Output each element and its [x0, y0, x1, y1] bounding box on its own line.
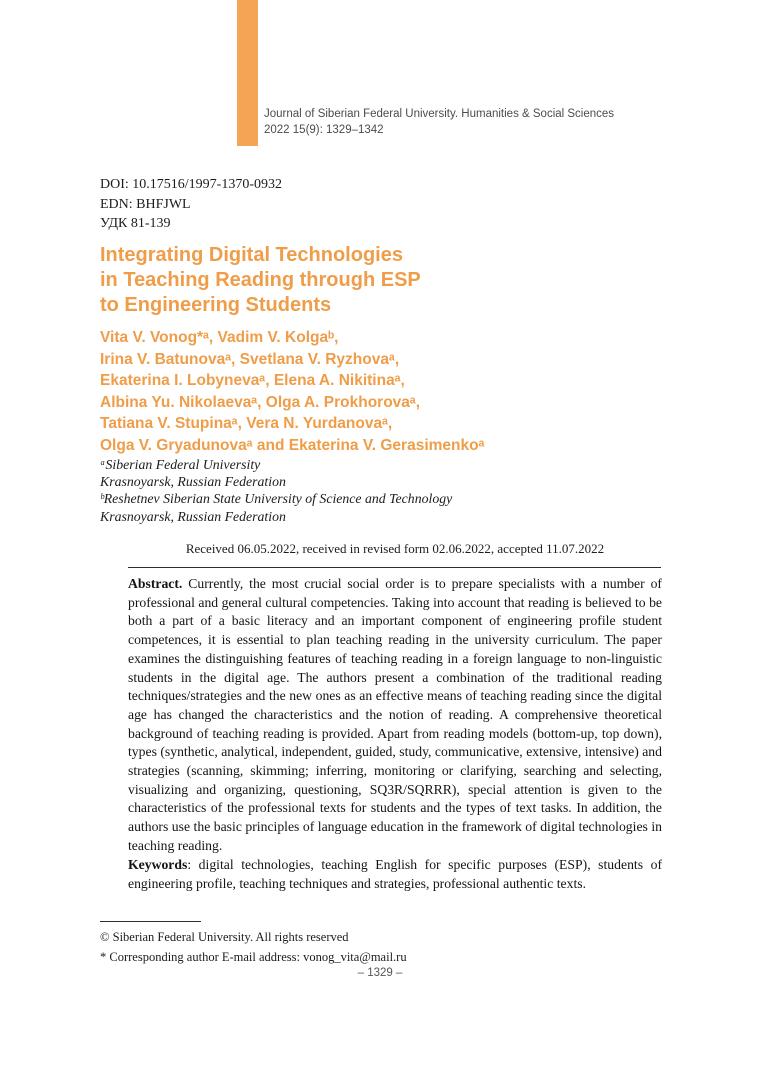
footnote-divider	[100, 921, 201, 922]
journal-header	[264, 107, 614, 138]
abstract-divider	[128, 567, 661, 568]
affiliation-line: ᵇReshetnev Siberian State University of Science and Technology	[100, 491, 453, 507]
affiliations	[100, 456, 452, 525]
abstract-text: Currently, the most crucial social order is to prepare specialists with a number of professional and general cultural competencies. Taking into account that reading is believed to be both a part of a basic literacy and an important component of engineering profile student competences, it is essential to plan teaching reading in the university curriculum. The paper examines the distinguishing features of teaching reading in a foreign language to non-linguistic students in the digital age. The authors present a combination of the traditional reading techniques/strategies and the new ones as an effective means of teaching reading since the digital age has changed the characteristics and the notion of reading. A comprehensive theoretical background of teaching reading is provided. Apart from reading models (bottom-up, top down), types (synthetic, analytical, independent, guided, study, communicative, extensive, intensive) and strategies (scanning, skimming; inferring, monitoring or clarifying, searching and selecting, visualizing and organizing, questioning, SQ3R/SQRRR), special attention is given to the characteristics of the professional texts for students and the types of text tasks. In addition, the authors use the basic principles of language education in the framework of digital technologies in teaching reading.	[128, 576, 662, 853]
title-line: Integrating Digital Technologies	[100, 244, 403, 266]
accent-bar	[237, 0, 258, 146]
journal-issue-line: 2022 15(9): 1329–1342	[264, 123, 384, 136]
abstract-label: Abstract.	[128, 576, 183, 591]
affiliation-line: Krasnoyarsk, Russian Federation	[100, 474, 286, 490]
title-line: in Teaching Reading through ESP	[100, 269, 421, 291]
page-number: – 1329 –	[357, 967, 403, 979]
keywords-text: : digital technologies, teaching English for specific purposes (ESP), students of engineering profile, teaching techniques and strategies, professional authentic texts.	[128, 857, 662, 891]
received-dates: Received 06.05.2022, received in revised form 02.06.2022, accepted 11.07.2022	[185, 541, 605, 556]
footnotes	[100, 927, 407, 967]
affiliation-line: ᵃSiberian Federal University	[100, 457, 261, 472]
author-list	[100, 327, 484, 457]
doi-line: DOI: 10.17516/1997-1370-0932	[100, 177, 282, 192]
corresponding-author-line: * Corresponding author E-mail address: vonog_vita@mail.ru	[100, 950, 407, 964]
article-identifiers	[100, 175, 282, 234]
title-line: to Engineering Students	[100, 294, 332, 316]
keywords-label: Keywords	[128, 857, 188, 872]
author-line: Tatiana V. Stupinaᵃ, Vera N. Yurdanovaᵃ,	[100, 415, 393, 433]
edn-line: EDN: BHFJWL	[100, 196, 191, 212]
udk-line: УДК 81-139	[100, 216, 171, 231]
author-line: Olga V. Gryadunovaᵃ and Ekaterina V. Gerasimenkoᵃ	[100, 436, 485, 454]
copyright-line: © Siberian Federal University. All rights reserved	[100, 930, 349, 944]
author-line: Vita V. Vonog*ᵃ, Vadim V. Kolgaᵇ,	[100, 329, 339, 346]
journal-name: Journal of Siberian Federal University. Humanities & Social Sciences	[264, 108, 615, 120]
keywords-paragraph	[128, 855, 662, 893]
author-line: Irina V. Batunovaᵃ, Svetlana V. Ryzhovaᵃ,	[100, 350, 400, 368]
article-title	[100, 243, 421, 318]
abstract-paragraph	[128, 575, 662, 856]
affiliation-line: Krasnoyarsk, Russian Federation	[100, 508, 286, 524]
author-line: Ekaterina I. Lobynevaᵃ, Elena A. Nikitinaᵃ,	[100, 372, 405, 390]
author-line: Albina Yu. Nikolaevaᵃ, Olga A. Prokhorovaᵃ,	[100, 393, 421, 411]
